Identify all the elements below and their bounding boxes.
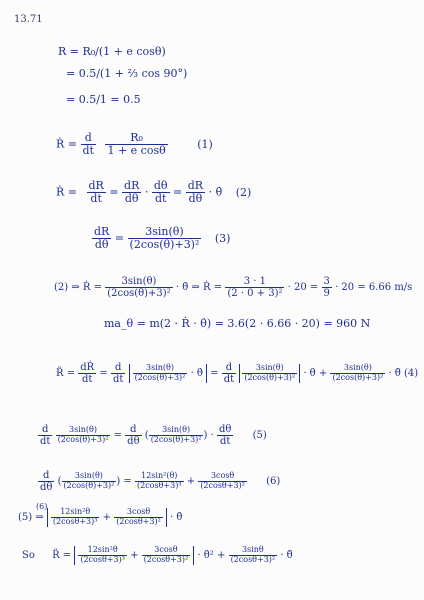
eq5-dt: dt [40,436,51,447]
rdot-ddt [81,132,96,157]
rddot-b-den: (2cos(θ)+3)² [244,373,296,382]
equation-6: $\frac{d}{d\theta}$ ( $\frac{3\sin(\theta)}{\text{(2cos(θ)+3)²}}$ ) = $\frac{\text{12sin²(θ)}}{\text{(2cosθ+3)³}}$ + $\frac{3\cos\theta}{\text{(2cosθ+3)²}}$ (6) [40,470,281,493]
dtheta-den: dθ [94,238,109,252]
rddot-b-frac [242,364,297,383]
sub-num: 3sin(θ) [105,276,173,288]
chain-rule-equation: Ṙ = $\frac{dR}{dt}$ = $\frac{dR}{d\theta}$ · $\frac{d\theta}{dt}$ = $\frac{dR}{d\theta}$ · θ̇ (2) [56,179,252,206]
final-d3: (2cosθ+3)² [230,554,276,564]
rddot-inner-frac [133,364,188,383]
rddot-bracket-1 [129,364,207,383]
eq7-d1: (2cosθ+3)³ [52,516,98,526]
equation-7 [18,501,183,527]
eq5-dth: dθ [127,436,140,447]
rddot-d2: d [222,362,236,374]
problem-number: 13.71 [14,14,43,25]
rddot-lhs: R̈ = [56,368,76,379]
rddot-dd: d [111,362,125,374]
equation-tag-5: (5) [252,430,267,441]
final-n2: 3cosθ [142,546,191,556]
sub-num-3: 3 [323,276,330,287]
eq6-plus: + [186,476,196,487]
eq7-d2: (2cosθ+3)² [116,516,161,526]
eq6-n2: 3cosθ [198,472,247,482]
eq5-ddth [125,424,141,447]
sub-arrow: ⇒ Ṙ = [191,282,223,293]
eq5-frac [56,426,111,445]
sub-den: (2cos(θ)+3)² [107,288,171,299]
eq6-n1: 12sin²(θ) [135,472,184,482]
chain-frac-2-num: dR [124,179,140,192]
eq7-prefix-wrap [18,501,48,523]
eq5-dthn: dθ [218,424,232,435]
eq6-d1: (2cosθ+3)³ [136,481,182,490]
chain-frac-4 [186,180,205,205]
final-d1: (2cosθ+3)³ [80,554,125,564]
rddot-inner-tail: · θ̇ [190,368,203,379]
sub-den-3: 9 [323,288,330,299]
chain-frac-3-den: dt [154,192,167,206]
sub-frac-3 [322,276,332,299]
rdot-d: d [81,132,96,145]
eq5-tail: · [210,430,214,441]
sub-frac [105,276,173,299]
dr-num: dR [94,225,110,238]
eq5-dtd: dt [219,436,231,447]
sub-tail: · 20 = [287,282,319,293]
rddot-frac [78,362,96,385]
rddot-bracket-2 [239,364,300,383]
sub-prefix: (2) ⇒ [54,282,80,293]
eq7-frac-1 [51,508,100,527]
rddot-ddt-den: dt [112,374,124,385]
eq6-den: (2cos(θ)+3)² [63,481,115,490]
chain-frac-2-den: dθ [124,192,139,206]
sub-frac-2 [225,276,284,299]
rddot-c-num: 3sin(θ) [330,364,385,374]
eq7-frac-2 [114,508,163,527]
final-n1: 12sin²θ [78,546,127,556]
sub-num-2: 3 · 1 [225,276,284,288]
eq7-n2: 3cosθ [114,508,163,518]
eq6-eq: = [123,476,132,487]
equation-5: $\frac{d}{dt}$ $\frac{3\sin(\theta)}{\text{(2cos(θ)+3)²}}$ = $\frac{d}{d\theta}$ ( $\frac{3\sin(\theta)}{\text{(2cos(θ)+3)²}}$ ) · $\frac{d\theta}{dt}$ (5) [40,424,267,447]
eq6-num: 3sin(θ) [62,472,117,482]
final-plus: + [130,549,139,561]
eq5-num: 3sin(θ) [56,426,111,436]
force-equation: ma_θ = m(2 · Ṙ · θ̇) = 3.6(2 · 6.66 · 20) = 960 N [104,317,371,330]
eq7-n1: 12sin²θ [51,508,100,518]
eq6-d2: (2cosθ+3)² [200,481,245,490]
eq5-d: d [38,424,52,436]
eq5-num2: 3sin(θ) [149,426,204,436]
final-frac-1 [78,546,127,565]
rdot-dt: dt [82,144,94,158]
eq6-d: d [38,470,54,482]
eq6-frac-1 [135,472,184,491]
eq5-den: (2cos(θ)+3)² [57,435,109,444]
chain-frac-1-den: dt [90,192,102,206]
rdot-numerator: R₀ [105,132,167,145]
final-frac-2 [142,546,191,565]
chain-frac-4-den: dθ [188,192,203,206]
dr-dtheta-num: 3sin(θ) [128,226,202,239]
rddot-eq: = [99,368,108,379]
eq7-tail: · θ̇ [170,511,183,523]
eq5-ddt [38,424,52,447]
eq7-plus: + [102,511,112,523]
chain-frac-2 [122,180,141,205]
equation-tag-1: (1) [197,137,213,151]
rddot-b-num: 3sin(θ) [242,364,297,374]
eq7-prefix: (5) ⇒ [18,511,44,523]
rddot-c-tail: · θ̈ (4) [388,368,419,379]
rddot-inner-num: 3sin(θ) [133,364,188,374]
eq6-frac-2 [198,472,247,491]
rddot-eq2: = [210,368,219,379]
sub-thdot: · θ̇ [175,282,189,293]
final-mid: · θ̇² + [197,549,226,561]
chain-frac-3 [152,180,170,205]
final-equation [22,546,293,565]
chain-tail: · θ̇ [208,185,223,199]
sub-result: · 20 = 6.66 m/s [335,282,413,293]
equation-tag-2: (2) [235,185,252,199]
rdot-equation [56,132,213,157]
rddot-dt2: dt [223,374,235,385]
rdot-substitution [54,276,412,299]
chain-frac-1 [87,180,106,205]
final-d2: (2cosθ+3)² [143,554,189,564]
rddot-c-den: (2cos(θ)+3)² [332,373,384,382]
final-frac-3 [229,546,278,565]
eq6-dth: dθ [40,482,53,493]
final-lhs: R̈ = [52,549,72,561]
eq7-bracket [47,508,167,527]
eq5-frac-2 [149,426,204,445]
eq6-ddth [38,470,54,493]
equation-tag-6: (6) [266,476,281,487]
rdot-denominator: 1 + e cosθ [107,144,166,158]
rdot-fraction [105,132,167,157]
final-tail: · θ̈ [280,549,293,561]
eq5-d2: d [125,424,141,436]
eq6-frac [62,472,117,491]
rddot-num: dṘ [80,362,95,373]
dr-dtheta-frac [92,226,111,251]
rddot-ddt [111,362,125,385]
rddot-c-frac [330,364,385,383]
eq5-eq: = [113,430,122,441]
r-value: = 0.5/1 = 0.5 [66,93,141,106]
eq7-over: (6) [36,501,48,511]
r-substitution: = 0.5/(1 + ⅔ cos 90°) [66,67,188,80]
dr-dtheta-equation: $\frac{dR}{d\theta}$ = $\frac{3\sin(\theta)}{\text{(2cos(θ)+3)²}}$ (3) [94,225,231,252]
final-so: So [22,549,35,561]
final-n3: 3sinθ [229,546,278,556]
dr-dtheta-den: (2cos(θ)+3)² [129,238,200,252]
chain-frac-1-num: dR [88,179,104,192]
sub-den-2: (2 · 0 + 3)² [227,288,283,299]
dr-dtheta-result [128,226,202,251]
rddot-b-tail: · θ̇ + [303,368,328,379]
rddot-den: dt [82,374,93,385]
final-bracket [74,546,194,565]
chain-frac-3-num: dθ [153,179,168,192]
eq5-den2: (2cos(θ)+3)² [150,435,202,444]
rddot-ddt-2 [222,362,236,385]
r-definition: R = R₀/(1 + e cosθ) [58,45,166,58]
rddot-inner-den: (2cos(θ)+3)² [134,373,186,382]
rdot-lhs: Ṙ = [56,137,81,151]
chain-frac-4-num: dR [187,179,204,192]
eq5-dthdt [217,424,233,447]
rddot-equation [56,362,418,385]
equation-tag-3: (3) [214,231,231,245]
sub-rdot: Ṙ = [82,282,103,293]
chain-lhs: Ṙ = [56,185,77,199]
